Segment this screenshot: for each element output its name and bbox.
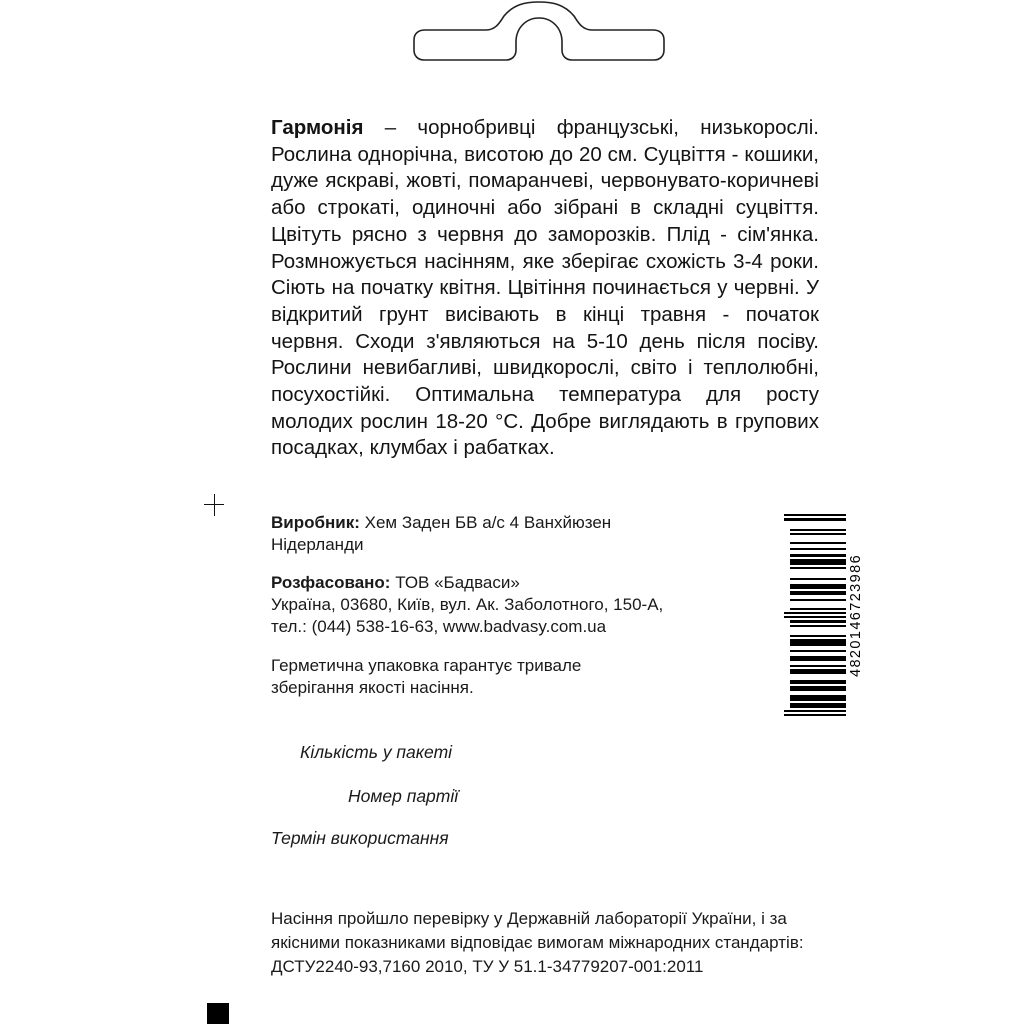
lot-number-field-label: Номер партії	[348, 786, 459, 806]
barcode-bar	[790, 620, 846, 622]
packer-address: Україна, 03680, Київ, вул. Ак. Заболотного, 150-А,	[271, 595, 664, 614]
barcode-bar	[790, 650, 846, 652]
ean-barcode	[784, 514, 866, 716]
barcode-bar	[790, 665, 846, 667]
barcode-bar	[790, 680, 846, 682]
certification-line-1: Насіння пройшло перевірку у Державній лабораторії України, і за	[271, 909, 787, 928]
barcode-bar	[790, 593, 846, 595]
barcode-bar	[790, 586, 846, 588]
barcode-bar	[790, 548, 846, 550]
guarantee-note	[271, 655, 731, 699]
barcode-bar	[790, 561, 846, 563]
manufacturer-country: Нідерланди	[271, 535, 364, 554]
guarantee-line-2: зберігання якості насіння.	[271, 678, 474, 697]
variety-name: Гармонія	[271, 116, 364, 139]
barcode-bar	[790, 599, 846, 601]
barcode-bar	[790, 682, 846, 684]
barcode-bar	[790, 559, 846, 561]
hang-hole-outline	[412, 0, 666, 62]
barcode-bar	[790, 542, 846, 544]
guarantee-line-1: Герметична упаковка гарантує тривале	[271, 656, 582, 675]
manufacturer-block	[271, 512, 731, 556]
description-text: – чорнобривці французські, низькорослі. Рослина однорічна, висотою до 20 см. Суцвіття - кошики, дуже яскраві, жовті, помаранчеві, червонувато-коричневі або строкаті, одиночні або зібрані в складні суцвіття. Цвітуть рясно з червня до заморозків. Плід - сім'янка. Розмножується насінням, яке зберігає схожість 3-4 роки. Сіють на початку квітня. Цвітіння починається у червні. У відкритий грунт висівають в кінці травня - початок червня. Сходи з'являються на 5-10 день після посіву. Рослини невибагливі, швидкорослі, світо і теплолюбні, посухостійкі. Оптимальна температура для росту молодих рослин 18-20 °С. Добре виглядають в групових посадках, клумбах і рабатках.	[271, 116, 819, 460]
barcode-bar	[790, 591, 846, 593]
barcode-bar	[790, 703, 846, 705]
barcode-bar	[784, 612, 846, 614]
barcode-bar	[784, 514, 846, 516]
barcode-bar	[784, 518, 846, 520]
barcode-bar	[790, 635, 846, 637]
product-description	[271, 115, 819, 462]
packer-label: Розфасовано:	[271, 573, 391, 592]
packer-contacts: тел.: (044) 538-16-63, www.badvasy.com.ua	[271, 617, 607, 636]
barcode-bar	[790, 688, 846, 690]
barcode-bar	[790, 697, 846, 699]
barcode-bar	[790, 656, 846, 658]
quantity-field-label: Кількість у пакеті	[300, 742, 453, 762]
expiry-term-field-label: Термін використання	[271, 828, 449, 848]
manufacturer-label: Виробник:	[271, 513, 360, 532]
crop-mark	[204, 494, 224, 516]
barcode-bar	[790, 625, 846, 627]
barcode-bars	[784, 514, 846, 716]
barcode-bar	[790, 686, 846, 688]
barcode-bar	[790, 642, 846, 644]
manufacturer-name: Хем Заден БВ а/с 4 Ванхйюзен	[359, 513, 612, 532]
barcode-bar	[790, 705, 846, 707]
barcode-bar	[790, 669, 846, 671]
barcode-digits: 4820146723986	[848, 553, 864, 677]
packer-block	[271, 572, 731, 638]
barcode-bar	[790, 533, 846, 535]
barcode-bar	[790, 567, 846, 569]
barcode-bar	[790, 563, 846, 565]
barcode-bar	[790, 578, 846, 580]
barcode-bar	[790, 671, 846, 673]
barcode-bar	[784, 714, 846, 716]
certification-line-2: якісними показниками відповідає вимогам міжнародних стандартів:	[271, 933, 804, 952]
barcode-bar	[790, 608, 846, 610]
registration-square	[207, 1003, 229, 1024]
barcode-bar	[784, 710, 846, 712]
barcode-bar	[790, 659, 846, 661]
certification-line-3: ДСТУ2240-93,7160 2010, ТУ У 51.1-34779207-001:2011	[271, 957, 704, 976]
packer-company: ТОВ «Бадваси»	[390, 573, 520, 592]
barcode-bar	[790, 695, 846, 697]
barcode-bar	[790, 529, 846, 531]
barcode-bar	[790, 554, 846, 556]
barcode-bar	[790, 699, 846, 701]
barcode-bar	[784, 616, 846, 618]
barcode-bar	[790, 584, 846, 586]
certification-note	[271, 907, 831, 979]
barcode-bar	[790, 644, 846, 646]
barcode-bar	[790, 639, 846, 641]
